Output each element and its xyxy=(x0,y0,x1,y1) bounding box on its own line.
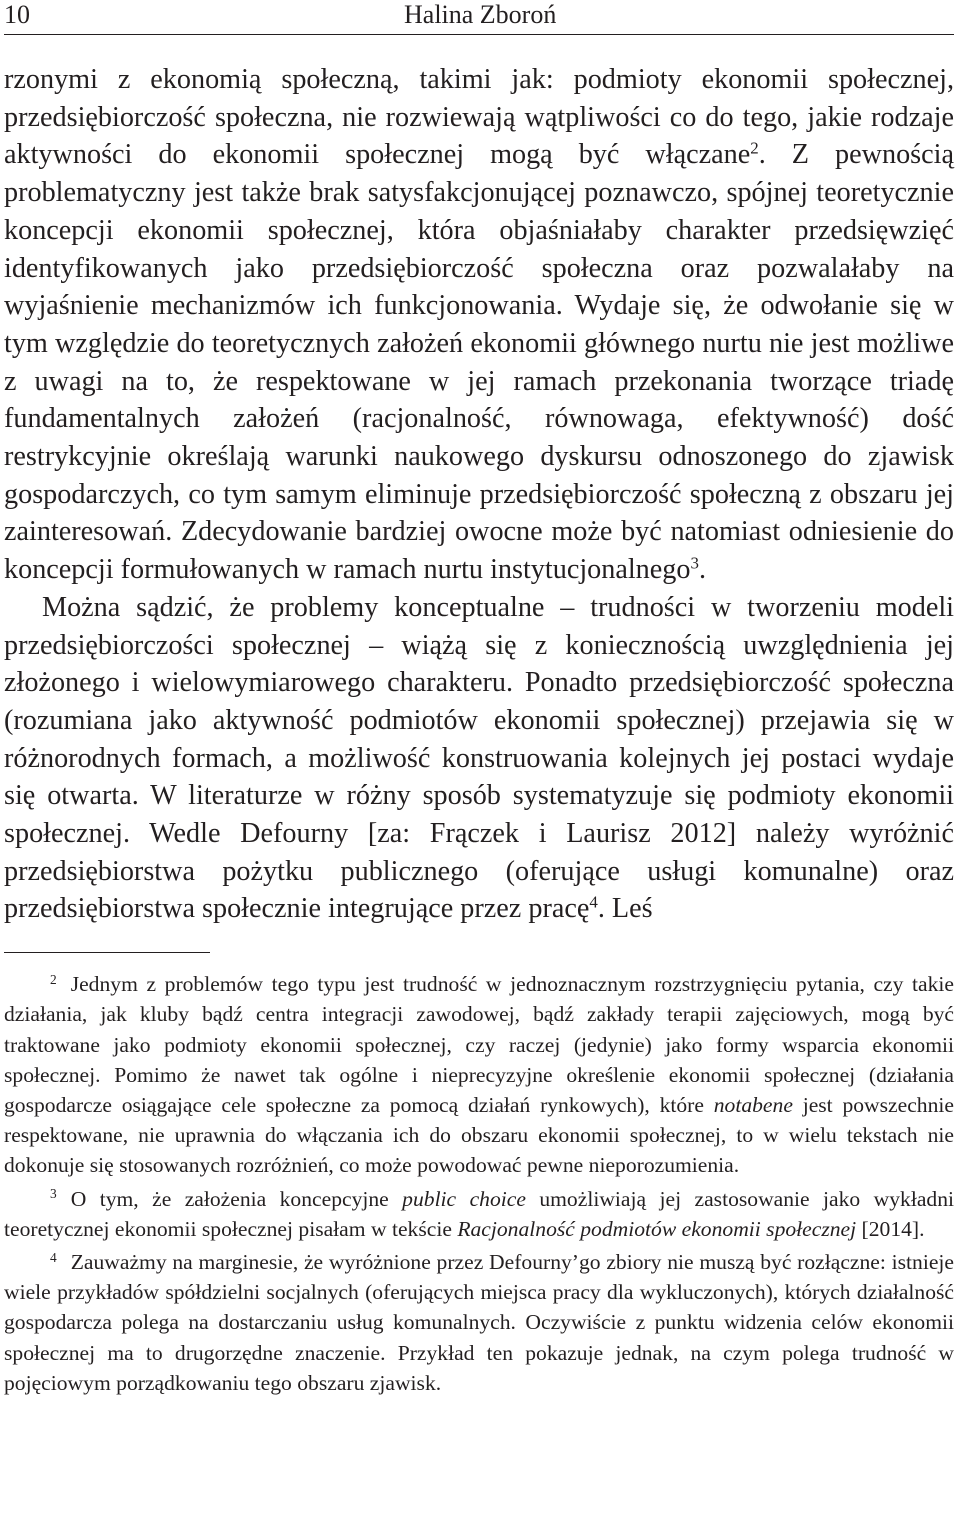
footnote-ref-2: 2 xyxy=(750,139,759,159)
running-title-author: Halina Zboroń xyxy=(404,0,557,29)
footnote-3-italic-2: Racjonalność podmiotów ekonomii społecznej xyxy=(457,1216,857,1241)
footnote-2 xyxy=(4,969,954,1180)
paragraph-1-text-a: rzonymi z ekonomią społeczną, takimi jak: podmioty ekonomii społecznej, przedsiębiorczość społeczna, nie rozwiewają wątpliwości co do tego, jakie rodzaje aktywności do ekonomii społecznej mogą być włączane xyxy=(4,64,954,171)
paragraph-1-text-b: . Z pewnością problematyczny jest także brak satysfakcjonującej poznawczo, spójnej teoretycznie koncepcji ekonomii społecznej, która objaśniałaby charakter przedsięwzięć identyfikowanych jako przedsiębiorczość społeczna oraz pozwalałaby na wyjaśnienie mechanizmów ich funkcjonowania. Wydaje się, że odwołanie się w tym względzie do teoretycznych założeń ekonomii głównego nurtu nie jest możliwe z uwagi na to, że respektowane w jej ramach przekonania tworzące triadę fundamentalnych założeń (racjonalność, równowaga, efektywność) dość restrykcyjnie określają warunki naukowego dyskursu odnoszonego do zjawisk gospodarczych, co tym samym eliminuje przedsiębiorczość społeczną z obszaru jej zainteresowań. Zdecydowanie bardziej owocne może być natomiast odniesienie do koncepcji formułowanych w ramach nurtu instytucjonalnego xyxy=(4,139,954,586)
footnote-2-number: 2 xyxy=(50,971,57,987)
main-text xyxy=(4,61,954,928)
paragraph-2 xyxy=(4,589,954,928)
paragraph-2-text-b: . Leś xyxy=(597,893,653,925)
footnote-3-number: 3 xyxy=(50,1186,57,1202)
running-head xyxy=(4,0,954,35)
paragraph-1 xyxy=(4,61,954,589)
footnote-3-italic-1: public choice xyxy=(402,1186,526,1211)
footnotes xyxy=(4,969,954,1398)
footnote-2-italic: notabene xyxy=(713,1092,793,1117)
footnote-4-text: Zauważmy na marginesie, że wyróżnione przez Defourny’go zbiory nie muszą być rozłączne: istnieje wiele przykładów spółdzielni socjalnych (oferujących miejsca pracy dla wykluczonych), których działalność gospodarcza polega na dostarczaniu usług komunalnych. Oczywiście z punktu widzenia celów ekonomii społecznej ma to drugorzędne znaczenie. Przykład ten pokazuje jednak, na czym polega trudność w pojęciowym porządkowaniu tego obszaru zjawisk. xyxy=(4,1250,954,1395)
footnote-3-text-a: O tym, że założenia koncepcyjne xyxy=(70,1186,403,1211)
footnote-separator xyxy=(4,952,210,953)
paragraph-2-text-a: Można sądzić, że problemy konceptualne – trudności w tworzeniu modeli przedsiębiorczości społecznej – wiążą się z koniecznością uwzględnienia jej złożonego i wielowymiarowego charakteru. Ponadto przedsiębiorczość społeczna (rozumiana jako aktywność podmiotów ekonomii społecznej) przejawia się w różnorodnych formach, a możliwość konstruowania kolejnych jej postaci wydaje się otwarta. W literaturze w różny sposób systematyzuje się podmioty ekonomii społecznej. Wedle Defourny [za: Frączek i Laurisz 2012] należy wyróżnić przedsiębiorstwa pożytku publicznego (oferujące usługi komunalne) oraz przedsiębiorstwa społecznie integrujące przez pracę xyxy=(4,591,954,925)
book-page xyxy=(4,0,954,1401)
footnote-4 xyxy=(4,1247,954,1398)
footnote-3 xyxy=(4,1184,954,1244)
page-number: 10 xyxy=(4,0,30,29)
footnote-2-text-b: jest powszechnie respektowane, nie uprawnia do włączania ich do obszaru ekonomii społecznej, to w wielu tekstach nie dokonuje się stosowanych rozróżnień, co może powodować pewne nieporozumienia. xyxy=(4,1092,954,1178)
footnote-3-text-b: umożliwiają jej zastosowanie jako wykładni teoretycznej ekonomii społecznej pisałam w tekście xyxy=(4,1186,955,1241)
footnote-2-text-a: Jednym z problemów tego typu jest trudność w jednoznacznym rozstrzygnięciu pytania, czy takie działania, jak kluby bądź centra integracji zawodowej, bądź zakłady terapii zajęciowych, mogą być traktowane jako podmioty ekonomii społecznej, czy raczej (jedynie) jako formy wsparcia ekonomii społecznej. Pomimo że nawet tak ogólne i nieprecyzyjne określenie ekonomii społecznej (działania gospodarcze osiągające cele społeczne za pomocą działań rynkowych), które xyxy=(4,972,954,1117)
footnote-ref-4: 4 xyxy=(589,893,598,913)
paragraph-1-text-c: . xyxy=(698,554,706,586)
footnote-ref-3: 3 xyxy=(690,553,699,573)
footnote-3-text-c: [2014]. xyxy=(856,1216,925,1241)
footnote-4-number: 4 xyxy=(50,1249,57,1265)
